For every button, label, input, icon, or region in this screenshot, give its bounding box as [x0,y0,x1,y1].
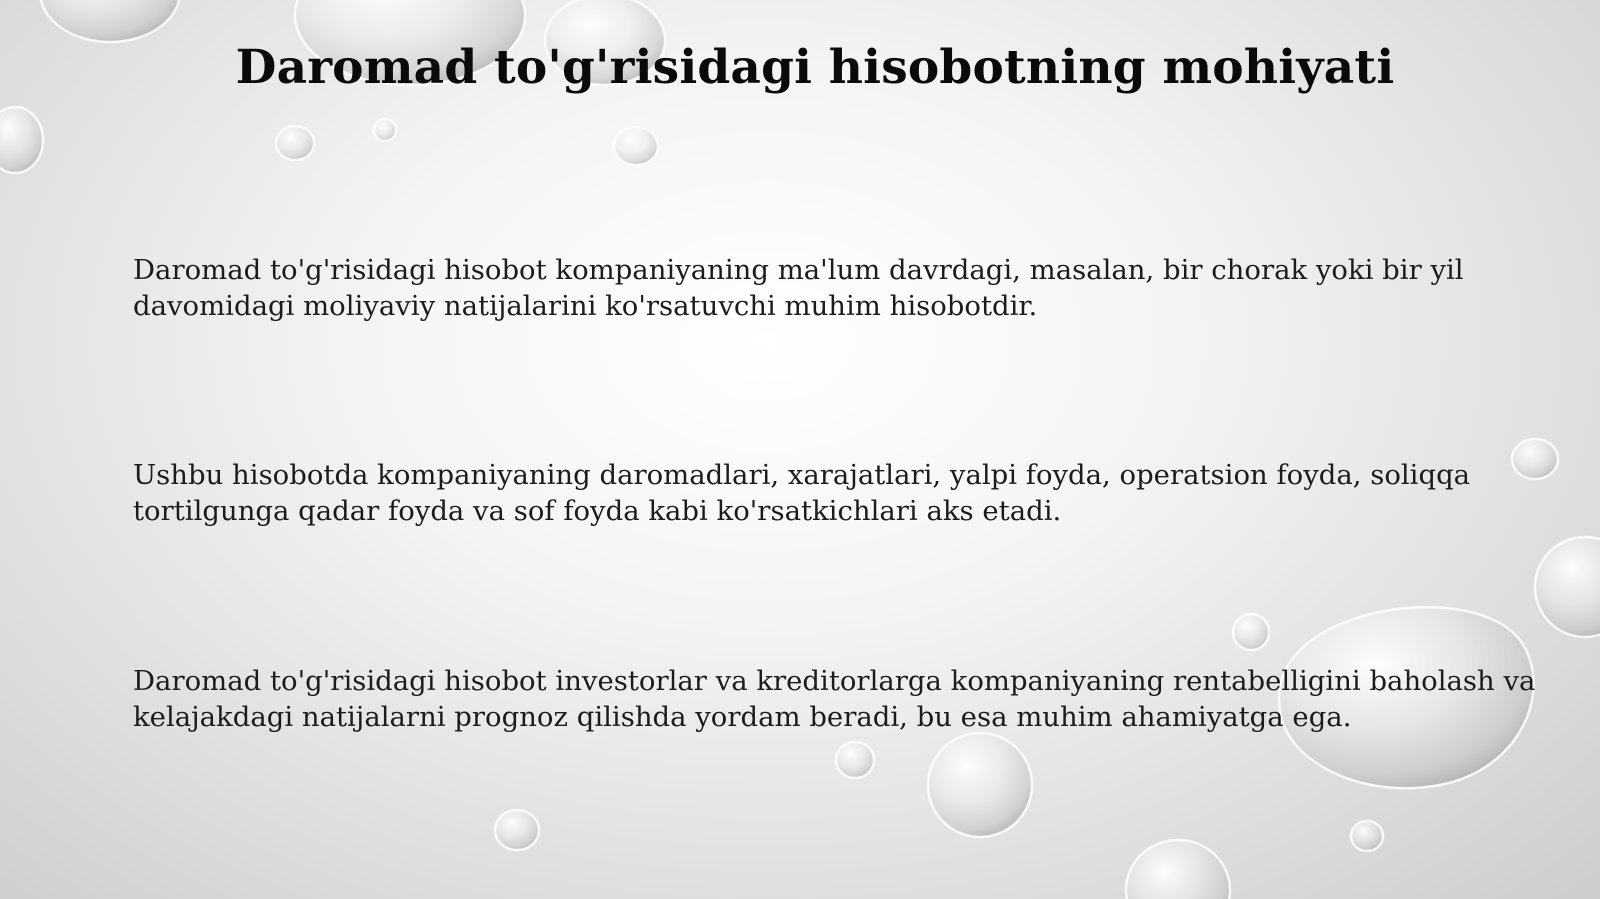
droplet [40,0,180,42]
droplet [374,119,396,141]
droplet [495,810,539,850]
paragraph-indicators: Ushbu hisobotda kompaniyaning daromadlari, xarajatlari, yalpi foyda, operatsion foyda, soliqqa tortilgunga qadar foyda va sof foyda kabi ko'rsatkichlari aks etadi. [133,459,1471,527]
droplet [1351,821,1383,851]
slide-title: Daromad to'g'risidagi hisobotning mohiyati [235,40,1395,95]
droplet [1535,537,1600,637]
droplet [614,127,658,165]
droplet [928,733,1032,837]
droplet [276,126,314,160]
paragraph-importance: Daromad to'g'risidagi hisobot investorlar va kreditorlarga kompaniyaning rentabelligini baholash va kelajakdagi natijalarni prognoz qilishda yordam beradi, bu esa muhim ahamiyatga ega. [133,665,1536,733]
droplet [0,107,43,173]
droplet [1233,614,1269,650]
paragraph-definition: Daromad to'g'risidagi hisobot kompaniyaning ma'lum davrdagi, masalan, bir chorak yoki bir yil davomidagi moliyaviy natijalarini ko'rsatuvchi muhim hisobotdir. [133,254,1464,322]
droplet [836,742,874,778]
droplet [1126,840,1230,899]
